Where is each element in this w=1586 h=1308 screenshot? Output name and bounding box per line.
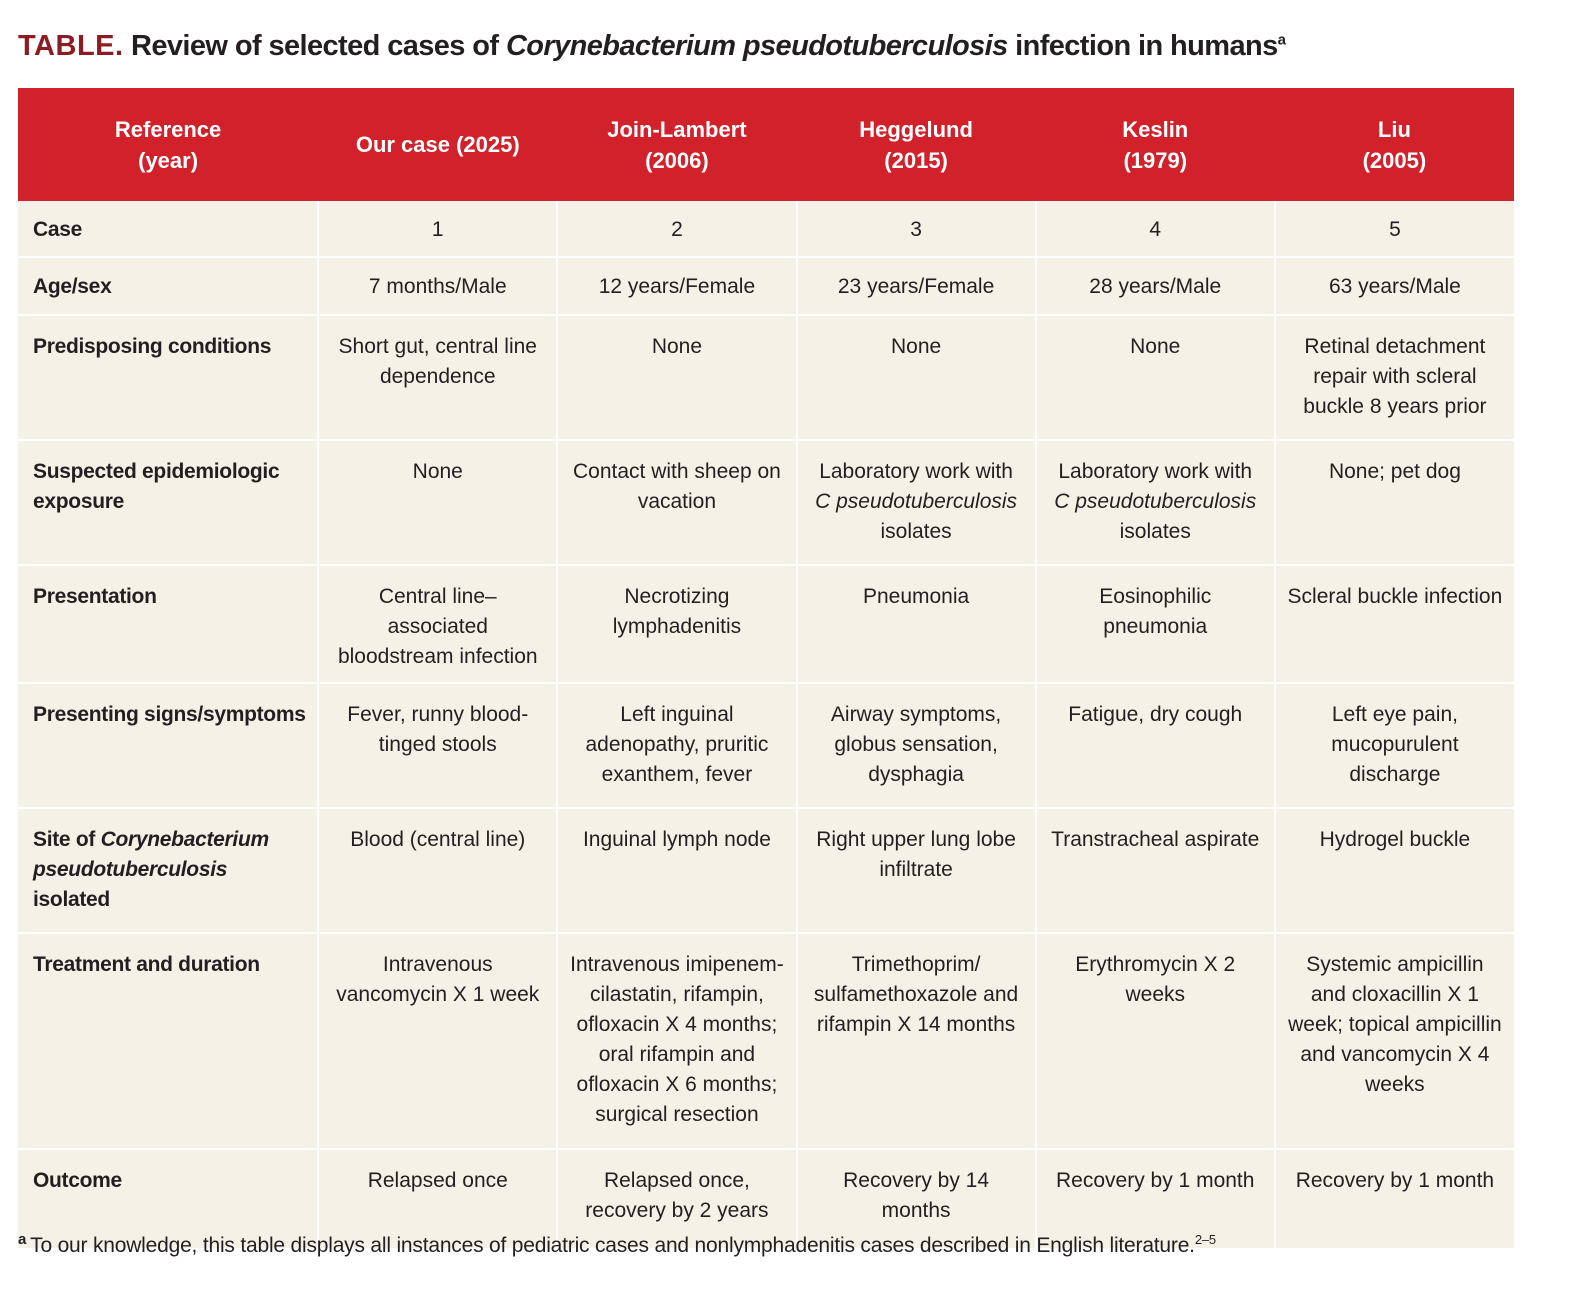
cell-presentation-5: Scleral buckle infection	[1275, 565, 1514, 683]
header-heggelund-line2: (2015)	[884, 147, 948, 173]
cell-site-1: Blood (central line)	[318, 808, 557, 933]
header-reference-line1: Reference	[114, 116, 222, 142]
cell-outcome-5: Recovery by 1 month	[1275, 1149, 1514, 1249]
cell-signs-5: Left eye pain, mucopurulent discharge	[1275, 683, 1514, 808]
header-liu-line2: (2005)	[1362, 147, 1427, 173]
row-label-exposure-line2: exposure	[33, 490, 124, 513]
row-label-predisposing: Predisposing conditions	[18, 315, 318, 440]
row-label-presentation: Presentation	[18, 565, 318, 683]
case-review-table	[18, 88, 1514, 1250]
row-label-site-species: pseudotuberculosis	[33, 858, 228, 881]
cell-age-1: 7 months/Male	[318, 257, 557, 315]
header-join-lambert-line1: Join-Lambert	[607, 116, 747, 142]
cell-age-3: 23 years/Female	[797, 257, 1036, 315]
cell-exposure-4-post: isolates	[1119, 520, 1191, 543]
row-label-exposure-line1: Suspected epidemiologic	[33, 460, 280, 483]
table-title-organism: Corynebacterium pseudotuberculosis	[505, 30, 1008, 62]
header-liu	[1275, 88, 1514, 201]
table-row-presentation	[18, 565, 1514, 683]
cell-site-3: Right upper lung lobe infiltrate	[797, 808, 1036, 933]
cell-treatment-5: Systemic ampicillin and cloxacillin X 1 week; topical ampicillin and vancomycin X 4 weeks	[1275, 933, 1514, 1149]
cell-treatment-2: Intravenous imipenem-cilastatin, rifampin, ofloxacin X 4 months; oral rifampin and ofloxacin X 6 months; surgical resection	[557, 933, 796, 1149]
header-row	[18, 88, 1514, 201]
cell-case-3: 3	[797, 201, 1036, 257]
cell-exposure-5: None; pet dog	[1275, 440, 1514, 565]
header-join-lambert	[557, 88, 796, 201]
cell-age-4: 28 years/Male	[1036, 257, 1275, 315]
footnote-references: 2–5	[1194, 1232, 1216, 1247]
header-our-case	[318, 88, 557, 201]
cell-treatment-1: Intravenous vancomycin X 1 week	[318, 933, 557, 1149]
row-label-case: Case	[18, 201, 318, 257]
cell-site-2: Inguinal lymph node	[557, 808, 796, 933]
header-keslin	[1036, 88, 1275, 201]
header-liu-line1: Liu	[1377, 116, 1411, 142]
cell-exposure-4-pre: Laboratory work with	[1058, 460, 1253, 483]
table-title-lead: TABLE.	[18, 30, 124, 62]
cell-age-2: 12 years/Female	[557, 257, 796, 315]
cell-signs-2: Left inguinal adenopathy, pruritic exanthem, fever	[557, 683, 796, 808]
table-row-predisposing	[18, 315, 1514, 440]
cell-exposure-2: Contact with sheep on vacation	[557, 440, 796, 565]
table-row-case	[18, 201, 1514, 257]
table-header	[18, 88, 1514, 201]
header-join-lambert-line2: (2006)	[645, 147, 709, 173]
cell-signs-1: Fever, runny blood-tinged stools	[318, 683, 557, 808]
cell-signs-4: Fatigue, dry cough	[1036, 683, 1275, 808]
header-reference	[18, 88, 318, 201]
cell-case-4: 4	[1036, 201, 1275, 257]
cell-predisposing-3: None	[797, 315, 1036, 440]
table-title-text-after: infection in humans	[1015, 30, 1278, 62]
footnote-mark: a	[18, 1231, 27, 1248]
cell-exposure-3	[797, 440, 1036, 565]
table-body	[18, 201, 1514, 1249]
cell-site-5: Hydrogel buckle	[1275, 808, 1514, 933]
cell-predisposing-5: Retinal detachment repair with scleral buckle 8 years prior	[1275, 315, 1514, 440]
row-label-age-sex: Age/sex	[18, 257, 318, 315]
cell-exposure-4-organism: C pseudotuberculosis	[1054, 490, 1257, 513]
cell-outcome-3: Recovery by 14 months	[797, 1149, 1036, 1249]
header-heggelund-line1: Heggelund	[859, 116, 973, 142]
table-row-treatment	[18, 933, 1514, 1149]
cell-age-5: 63 years/Male	[1275, 257, 1514, 315]
cell-presentation-2: Necrotizing lymphadenitis	[557, 565, 796, 683]
row-label-site-pre: Site of	[33, 828, 96, 851]
cell-presentation-1: Central line–associated bloodstream infection	[318, 565, 557, 683]
cell-case-1: 1	[318, 201, 557, 257]
cell-exposure-3-pre: Laboratory work with	[819, 460, 1013, 483]
cell-exposure-3-post: isolates	[880, 520, 952, 543]
row-label-site-genus: Corynebacterium	[100, 828, 269, 851]
header-our-case-line1: Our case (2025)	[355, 132, 520, 157]
cell-presentation-3: Pneumonia	[797, 565, 1036, 683]
cell-predisposing-4: None	[1036, 315, 1275, 440]
cell-outcome-1: Relapsed once	[318, 1149, 557, 1249]
row-label-site-post: isolated	[33, 888, 110, 911]
cell-case-5: 5	[1275, 201, 1514, 257]
cell-treatment-3: Trimethoprim/ sulfamethoxazole and rifampin X 14 months	[797, 933, 1036, 1149]
cell-presentation-4: Eosinophilic pneumonia	[1036, 565, 1275, 683]
table-row-exposure	[18, 440, 1514, 565]
cell-site-4: Transtracheal aspirate	[1036, 808, 1275, 933]
cell-exposure-3-organism: C pseudotuberculosis	[815, 490, 1018, 513]
row-label-isolation-site	[18, 808, 318, 933]
cell-case-2: 2	[557, 201, 796, 257]
cell-exposure-1: None	[318, 440, 557, 565]
header-heggelund	[797, 88, 1036, 201]
row-label-outcome: Outcome	[18, 1149, 318, 1249]
row-label-treatment: Treatment and duration	[18, 933, 318, 1149]
table-row-age-sex	[18, 257, 1514, 315]
cell-predisposing-1: Short gut, central line dependence	[318, 315, 557, 440]
row-label-signs-symptoms: Presenting signs/symptoms	[18, 683, 318, 808]
table-title-footnote-mark: a	[1277, 31, 1286, 49]
table-row-isolation-site	[18, 808, 1514, 933]
table-title-text-before: Review of selected cases of	[131, 30, 499, 62]
footnote-text: To our knowledge, this table displays all instances of pediatric cases and nonlymphadenitis cases described in English literature.	[30, 1234, 1195, 1257]
cell-outcome-4: Recovery by 1 month	[1036, 1149, 1275, 1249]
table-footnote	[18, 1231, 1216, 1258]
cell-signs-3: Airway symptoms, globus sensation, dysphagia	[797, 683, 1036, 808]
row-label-exposure	[18, 440, 318, 565]
table-row-signs-symptoms	[18, 683, 1514, 808]
header-keslin-line2: (1979)	[1123, 147, 1188, 173]
cell-exposure-4	[1036, 440, 1275, 565]
table	[18, 88, 1514, 1250]
cell-predisposing-2: None	[557, 315, 796, 440]
header-reference-line2: (year)	[138, 147, 199, 173]
table-title	[18, 30, 1558, 63]
cell-outcome-2: Relapsed once, recovery by 2 years	[557, 1149, 796, 1249]
cell-treatment-4: Erythromycin X 2 weeks	[1036, 933, 1275, 1149]
header-keslin-line1: Keslin	[1122, 116, 1189, 142]
